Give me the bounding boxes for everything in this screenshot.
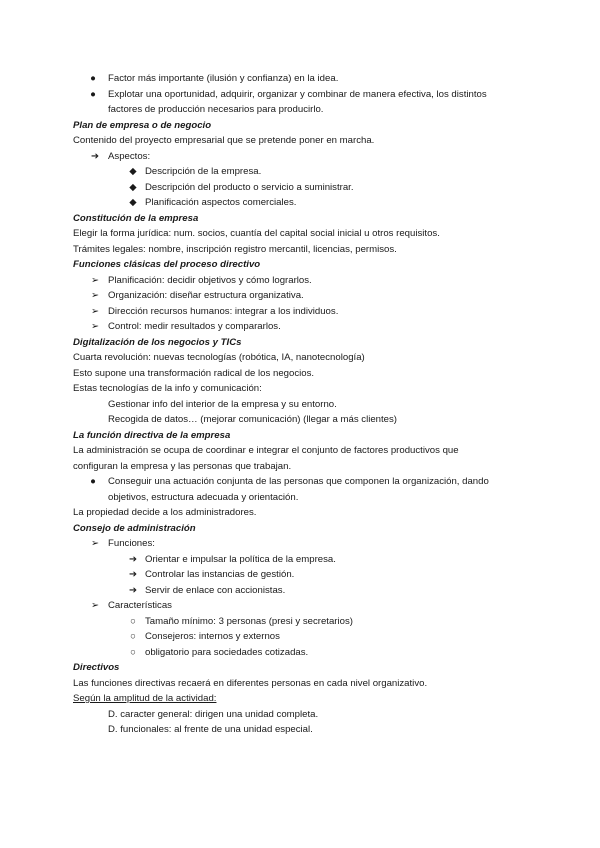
section-heading: Plan de empresa o de negocio: [73, 119, 212, 131]
circle-bullet-icon: ○: [130, 615, 136, 627]
arrowhead-bullet-icon: ➢: [90, 305, 100, 317]
arrow-bullet-icon: ➔: [128, 584, 138, 596]
bullet-item: ➢ Control: medir resultados y compararlos.: [73, 319, 533, 335]
circle-bullet-icon: ○: [130, 646, 136, 658]
arrow-bullet-icon: ➔: [128, 553, 138, 565]
section-heading: Consejo de administración: [73, 522, 196, 534]
text-line: Cuarta revolución: nuevas tecnologías (robótica, IA, nanotecnología): [73, 352, 365, 363]
bullet-item: ➔ Controlar las instancias de gestión.: [73, 567, 533, 583]
bullet-item: ○ Consejeros: internos y externos: [73, 629, 533, 645]
arrowhead-bullet-icon: ➢: [90, 290, 100, 301]
bullet-item: ○ obligatorio para sociedades cotizadas.: [73, 645, 533, 661]
dot-bullet-icon: ●: [90, 73, 96, 84]
bullet-item: ◆ Descripción del producto o servicio a suministrar.: [73, 180, 533, 196]
section-heading: Funciones clásicas del proceso directivo: [73, 259, 261, 270]
arrowhead-bullet-icon: ➢: [90, 538, 100, 549]
dot-bullet-icon: ●: [90, 476, 96, 487]
bullet-item: ➢ Características: [73, 598, 533, 614]
diamond-bullet-icon: ◆: [129, 181, 137, 193]
arrowhead-bullet-icon: ➢: [90, 600, 100, 611]
arrowhead-bullet-icon: ➢: [90, 274, 100, 286]
diamond-bullet-icon: ◆: [129, 166, 137, 177]
text-line: objetivos, estructura adecuada y orientación.: [108, 491, 299, 503]
text-line: Gestionar info del interior de la empresa y su entorno.: [108, 398, 337, 410]
underlined-subheading: Según la amplitud de la actividad:: [73, 693, 217, 704]
bullet-item: ➔ Orientar e impulsar la política de la empresa.: [73, 552, 533, 568]
text-line: Contenido del proyecto empresarial que se pretende poner en marcha.: [73, 135, 375, 146]
section-heading: La función directiva de la empresa: [73, 429, 231, 441]
text-line: Trámites legales: nombre, inscripción registro mercantil, licencias, permisos.: [73, 243, 397, 255]
text-line: Elegir la forma jurídica: num. socios, cuantía del capital social inicial u otros requisitos.: [73, 228, 440, 239]
text-line: D. caracter general: dirigen una unidad completa.: [108, 708, 319, 720]
bullet-item: ○ Tamaño mínimo: 3 personas (presi y secretarios): [73, 614, 533, 630]
text-line: D. funcionales: al frente de una unidad especial.: [108, 724, 313, 735]
bullet-item: ➢ Dirección recursos humanos: integrar a los individuos.: [73, 304, 533, 320]
diamond-bullet-icon: ◆: [129, 197, 137, 208]
bullet-item: ➢ Planificación: decidir objetivos y cómo lograrlos.: [73, 273, 533, 289]
text-line: configuran la empresa y las personas que trabajan.: [73, 460, 292, 472]
bullet-item: ➢ Funciones:: [73, 536, 533, 552]
bullet-item: ➢ Organización: diseñar estructura organizativa.: [73, 288, 533, 304]
text-line: factores de producción necesarios para producirlo.: [108, 104, 324, 115]
bullet-item: ◆ Planificación aspectos comerciales.: [73, 195, 533, 211]
text-line: La administración se ocupa de coordinar e integrar el conjunto de factores productivos que: [73, 445, 459, 456]
bullet-item: ➔ Aspectos:: [73, 149, 533, 165]
text-line: Estas tecnologías de la info y comunicación:: [73, 383, 262, 394]
bullet-item: ● Factor más importante (ilusión y confianza) en la idea.: [73, 71, 533, 87]
arrow-bullet-icon: ➔: [90, 150, 100, 162]
section-heading: Digitalización de los negocios y TICs: [73, 336, 242, 348]
section-heading: Constitución de la empresa: [73, 212, 199, 224]
text-line: La propiedad decide a los administradores.: [73, 507, 257, 518]
circle-bullet-icon: ○: [130, 631, 136, 642]
text-line: Recogida de datos… (mejorar comunicación) (llegar a más clientes): [108, 414, 398, 425]
dot-bullet-icon: ●: [90, 88, 96, 100]
bullet-item: ➔ Servir de enlace con accionistas.: [73, 583, 533, 599]
bullet-item: ● Explotar una oportunidad, adquirir, organizar y combinar de manera efectiva, los distintos: [73, 87, 533, 103]
arrow-bullet-icon: ➔: [128, 569, 138, 580]
section-heading: Directivos: [73, 662, 120, 673]
document-content: [73, 71, 533, 738]
text-line: Las funciones directivas recaerá en diferentes personas en cada nivel organizativo.: [73, 677, 428, 689]
bullet-item: ● Conseguir una actuación conjunta de las personas que componen la organización, dando: [73, 474, 533, 490]
arrowhead-bullet-icon: ➢: [90, 321, 100, 332]
bullet-item: ◆ Descripción de la empresa.: [73, 164, 533, 180]
text-line: Esto supone una transformación radical de los negocios.: [73, 367, 315, 379]
